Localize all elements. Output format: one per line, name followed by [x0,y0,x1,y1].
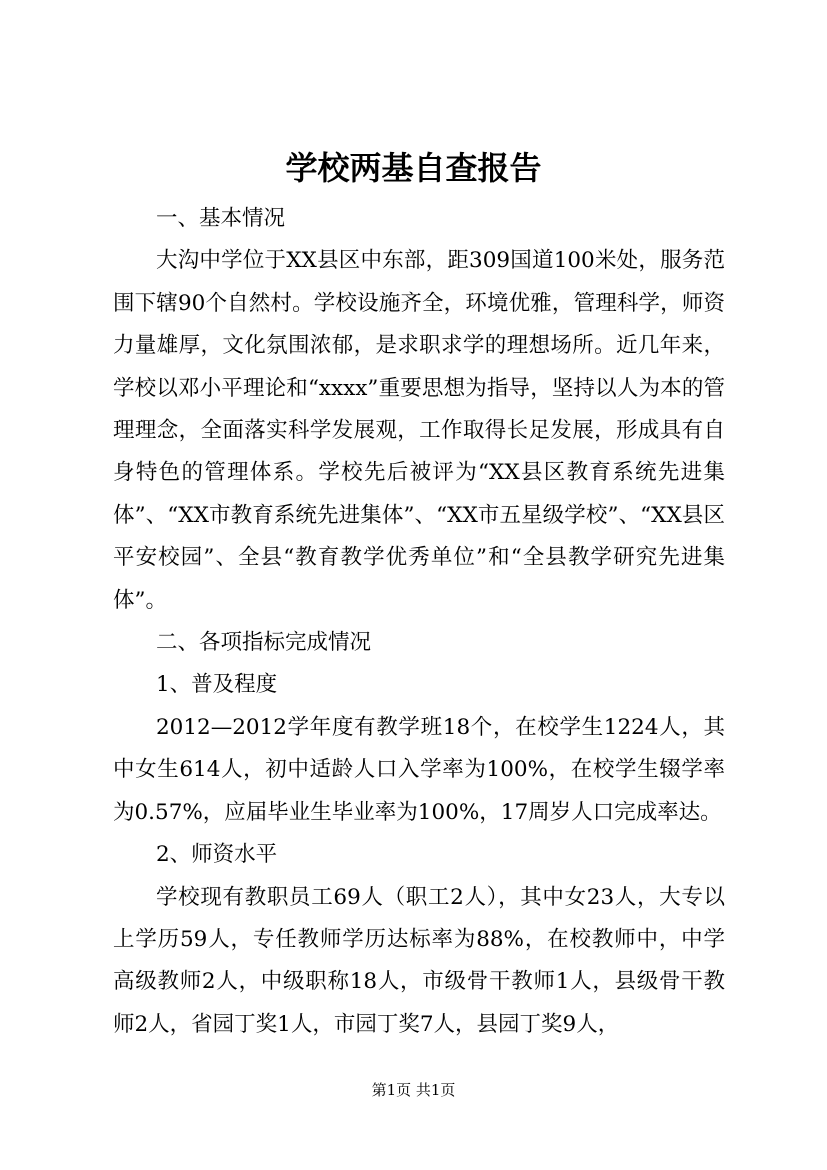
paragraph-school-overview: 大沟中学位于XX县区中东部，距309国道100米处，服务范围下辖90个自然村。学校设施齐全，环境优雅，管理科学，师资力量雄厚，文化氛围浓郁，是求职求学的理想场所。近几年来，学校以邓小平理论和“xxxx”重要思想为指导，坚持以人为本的管理理念，全面落实科学发展观，工作取得长足发展，形成具有自身特色的管理体系。学校先后被评为“XX县区教育系统先进集体”、“XX市教育系统先进集体”、“XX市五星级学校”、“XX县区平安校园”、全县“教育教学优秀单位”和“全县教学研究先进集体”。 [113,248,725,613]
paragraph-enrollment: 2012—2012学年度有教学班18个，在校学生1224人，其中女生614人，初中适龄人口入学率为100%，在校学生辍学率为0.57%，应届毕业生毕业率为100%，17周岁人口完成率达。 [113,714,725,825]
section-heading-indicators: 二、各项指标完成情况 [156,630,372,656]
subheading-teacher-level: 2、师资水平 [156,842,278,868]
page-footer: 第1页 共1页 [371,1081,456,1099]
document-title: 学校两基自查报告 [285,149,542,187]
section-heading-basic-info: 一、基本情况 [156,206,286,231]
subheading-popularization: 1、普及程度 [156,672,278,698]
paragraph-staff: 学校现有教职员工69人（职工2人），其中女23人，大专以上学历59人，专任教师学历达标率为88%，在校教师中，中学高级教师2人，中级职称18人，市级骨干教师1人，县级骨干教师2人，省园丁奖1人，市园丁奖7人，县园丁奖9人， [113,884,725,1037]
document-body [113,198,725,1046]
